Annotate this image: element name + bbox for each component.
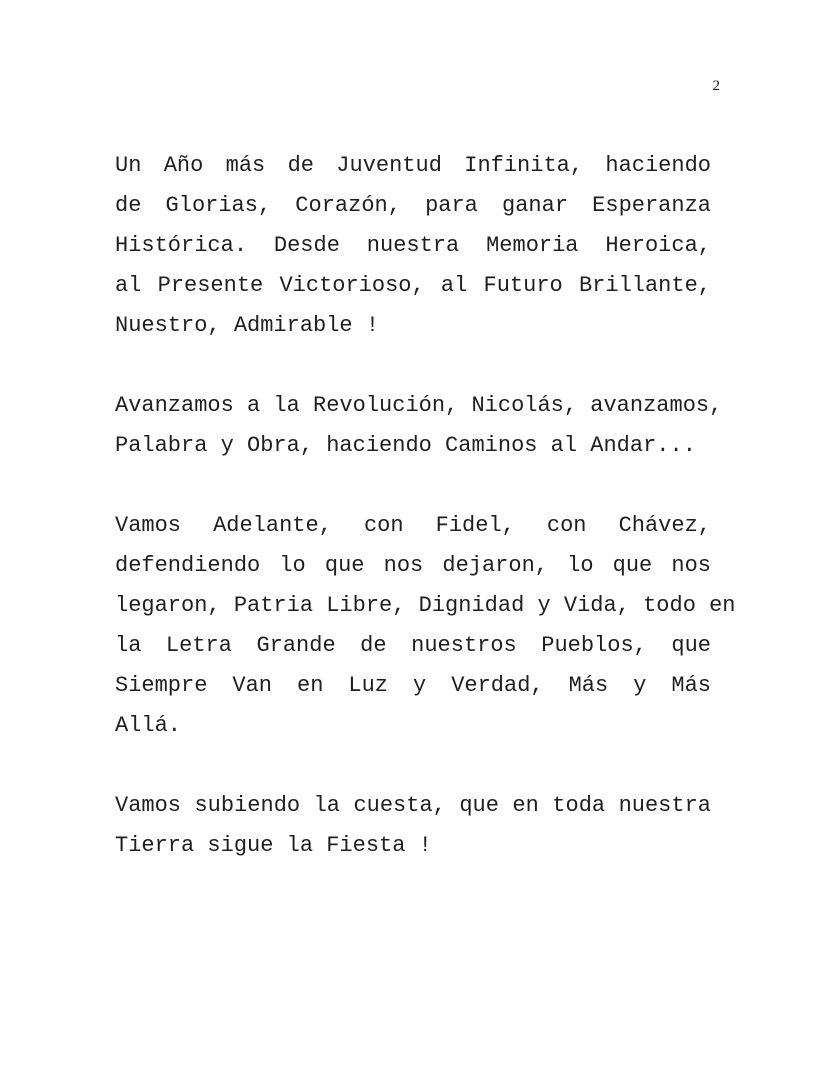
paragraph-line: la Letra Grande de nuestros Pueblos, que: [115, 633, 711, 658]
paragraph-line: defendiendo lo que nos dejaron, lo que nos: [115, 553, 711, 578]
paragraph-line: Vamos subiendo la cuesta, que en toda nuestra: [115, 793, 711, 818]
paragraph-2: [115, 386, 723, 466]
paragraph-line: Siempre Van en Luz y Verdad, Más y Más: [115, 673, 711, 698]
paragraph-1: [115, 146, 711, 346]
paragraph-line: Avanzamos a la Revolución, Nicolás, avanzamos,: [115, 393, 723, 418]
paragraph-line: Nuestro, Admirable !: [115, 313, 380, 338]
paragraph-line: Allá.: [115, 713, 182, 738]
paragraph-line: Un Año más de Juventud Infinita, haciendo: [115, 153, 711, 178]
paragraph-line: Palabra y Obra, haciendo Caminos al Andar...: [115, 433, 696, 458]
paragraph-line: Tierra sigue la Fiesta !: [115, 833, 432, 858]
page-number: 2: [712, 78, 720, 94]
paragraph-line: de Glorias, Corazón, para ganar Esperanza: [115, 193, 711, 218]
paragraph-4: [115, 786, 711, 866]
paragraph-line: legaron, Patria Libre, Dignidad y Vida, todo en: [115, 593, 736, 618]
paragraph-line: Histórica. Desde nuestra Memoria Heroica,: [115, 233, 711, 258]
paragraph-line: Vamos Adelante, con Fidel, con Chávez,: [115, 513, 711, 538]
paragraph-3: [115, 506, 736, 746]
paragraph-line: al Presente Victorioso, al Futuro Brillante,: [115, 273, 711, 298]
